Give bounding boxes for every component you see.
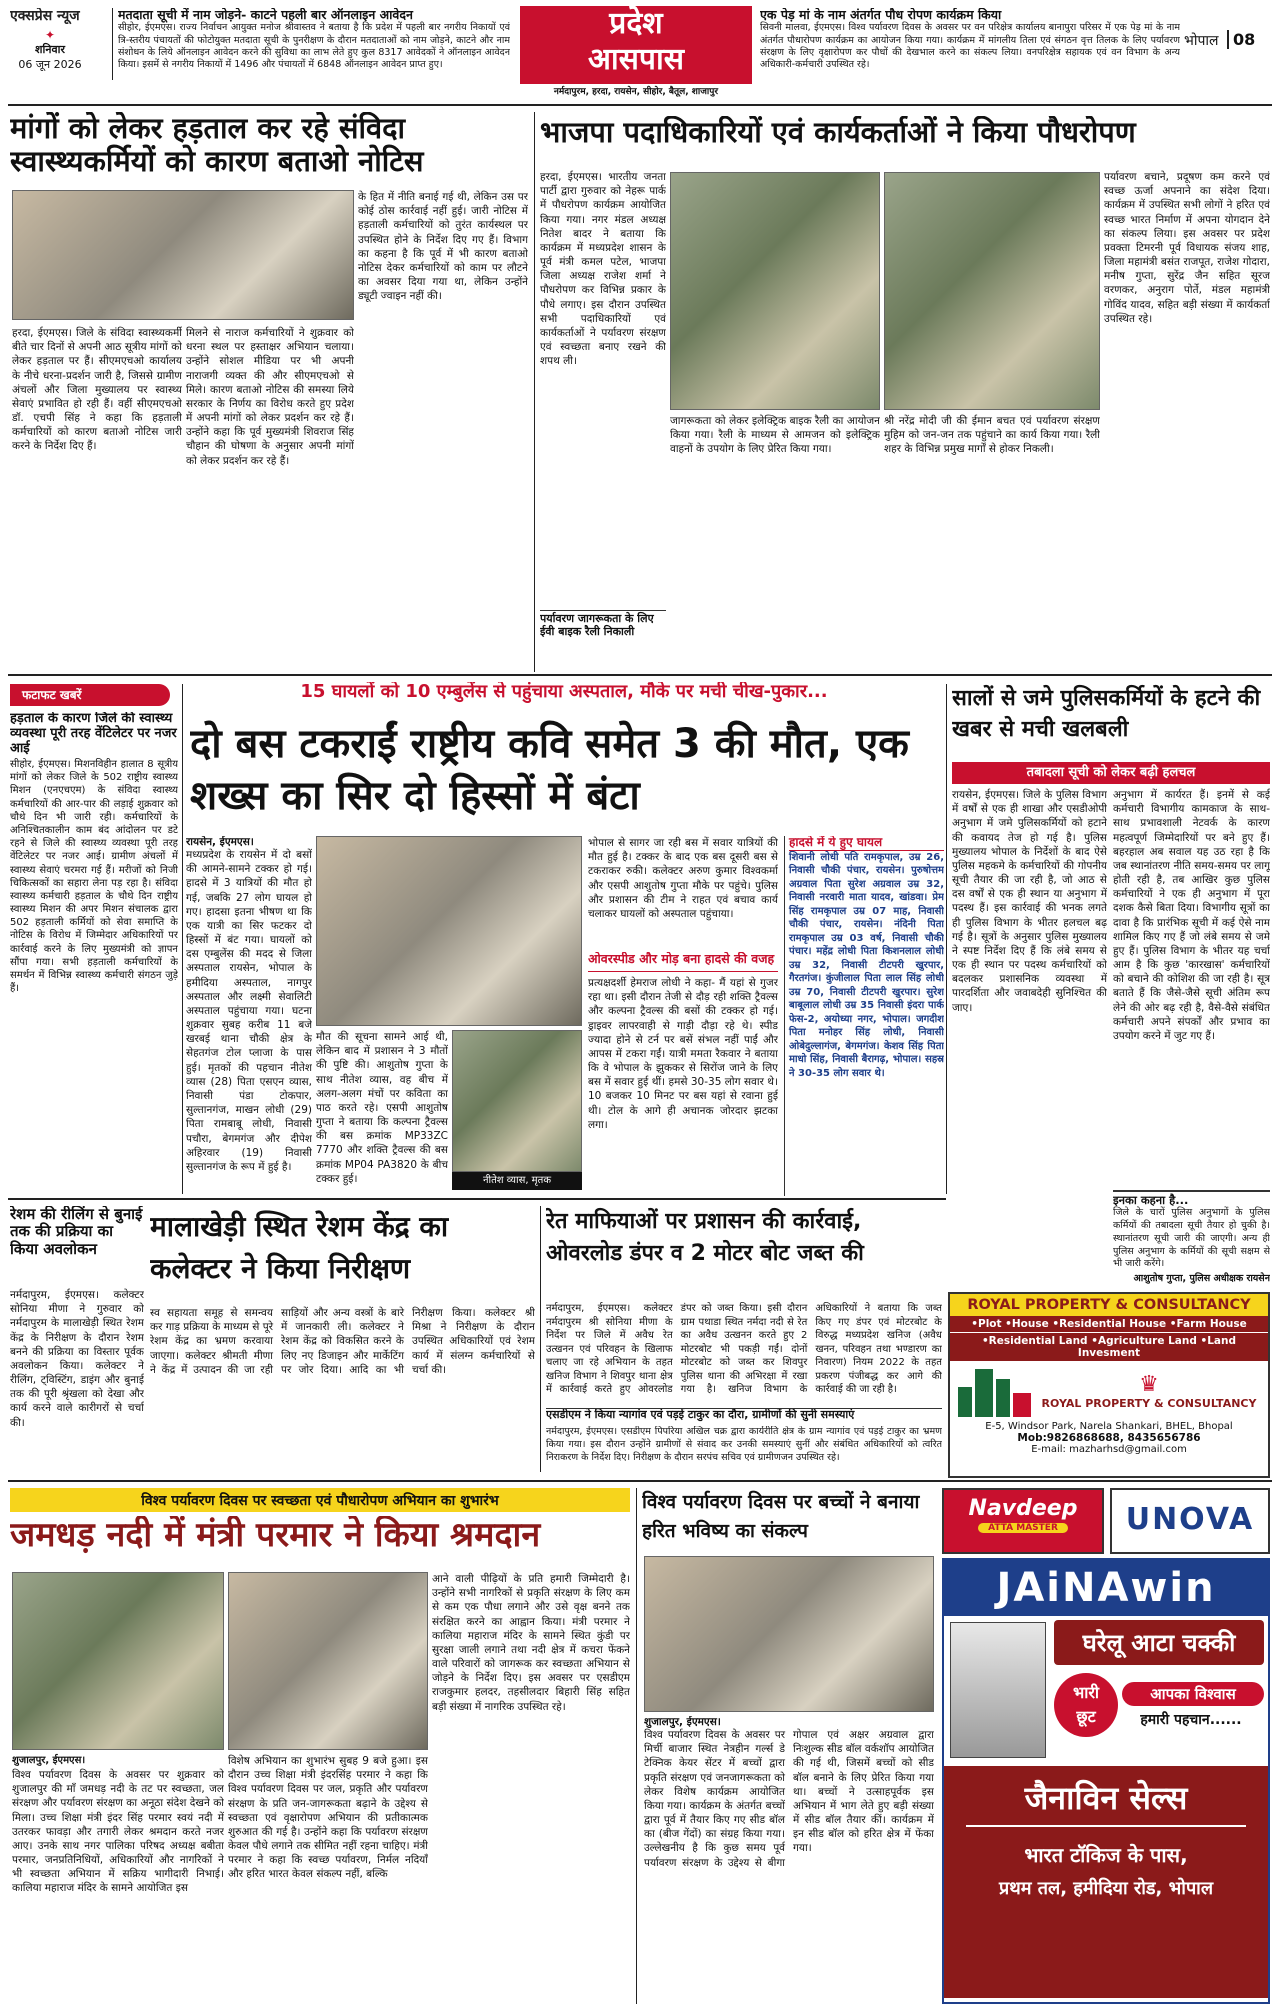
ad-address: E-5, Windsor Park, Narela Shankari, BHEL, Bhopal [985, 1421, 1233, 1432]
cleanup-photo [228, 1572, 428, 1750]
fatafat-body: सीहोर, ईएमएस। मिशनविहीन हालात 8 सूत्रीय मांगों को लेकर जिले के 502 राष्ट्रीय स्वास्थ्य मिशन (एनएचएम) के संविदा स्वास्थ्य कर्मचारियों की आर-पार की लड़ाई शुक्रवार को चौथे दिन भी जारी रही। कर्मचारियों के अनिश्चितकालीन काम बंद आंदोलन पर डटे रहने से जिले की स्वास्थ्य व्यवस्था पूरी तरह वेंटिलेटर पर नजर आई। ग्रामीण अंचलों में स्वास्थ्य सेवाएं चरमरा गई हैं। मरीजों को निजी चिकित्सकों का सहारा लेना पड़ रहा है। संविदा स्वास्थ्य कर्मचारी हड़ताल के चौथे दिन राष्ट्रीय स्वास्थ्य मिशन की अपर मिशन संचालक द्वारा 502 हड़ताली कर्मियों को सेवा समाप्ति के नोटिस के विरोध में जिम्मेदार अधिकारियों पर कार्रवाई करने के लिए मुख्यमंत्री को ज्ञापन सौंपा गया। सभी हड़ताली कर्मचारियों के समर्थन में विभिन्न स्वास्थ्य कर्मचारी संगठन जुड़े हैं। [10, 759, 178, 995]
story1-headline: मांगों को लेकर हड़ताल कर रहे संविदा स्वास्थ्यकर्मियों को कारण बताओ नोटिस [10, 112, 424, 179]
section-banner [520, 6, 752, 84]
brief-title: एक पेड़ मां के नाम अंतर्गत पौध रोपण कार्यक्रम किया [760, 8, 1002, 22]
story1-col1: हरदा, ईएमएस। जिले के संविदा स्वास्थ्यकर्मी बीते चार दिनों से अपनी आठ सूत्रीय मांगों को लेकर हड़ताल पर हैं। सीएमएचओ कार्यालय के नीचे धरना-प्रदर्शन जारी है, जिससे ग्रामीण अंचलों और जिला मुख्यालय पर स्वास्थ्य सेवाएं प्रभावित हो रही हैं। वहीं सीएमएचओ डॉ. एचपी सिंह ने कहा कि हड़ताली कर्मचारियों को कारण बताओ नोटिस जारी करने के निर्देश दिए हैं। [12, 327, 182, 453]
atta-title: घरेलू आटा चक्की [1054, 1620, 1264, 1665]
page-number: 08 [1227, 30, 1255, 49]
silk-side-title: रेशम की रीलिंग से बुनाई तक की प्रक्रिया का किया अवलोकन [10, 1206, 143, 1258]
env1-dateline: शुजालपुर, ईएमएस। [12, 1755, 86, 1766]
story2-headline: भाजपा पदाधिकारियों एवं कार्यकर्ताओं ने किया पौधरोपण [540, 116, 1136, 149]
section-title-2: आसपास [587, 42, 685, 77]
police-headline: सालों से जमे पुलिसकर्मियों के हटने की खबर से मची खलबली [952, 686, 1261, 742]
story2-col2: पर्यावरण बचाने, प्रदूषण कम करने एवं स्वच्छ ऊर्जा अपनाने का संदेश दिया। कार्यक्रम में उपस्थित सभी लोगों ने हरित एवं स्वच्छ भारत निर्माण में अपना योगदान देने का संकल्प लिया। इस अवसर पर प्रदेश प्रवक्ता टिमरनी पूर्व विधायक संजय शाह, जिला महामंत्री बसंत राजपूत, राजेश गोदारा, मनीष गुप्ता, सुरेंद्र जैन सहित सूरज वरणकर, अनुराग पोर्ते, मंडल महामंत्री गोविंद यादव, सहित बड़ी संख्या में कार्यकर्ता उपस्थित रहे। [1104, 171, 1270, 325]
main-kicker: 15 घायलों को 10 एम्बुलेंस से पहुंचाया अस्पताल, मौके पर मची चीख-पुकार... [300, 682, 828, 702]
env1-col2: विशेष अभियान का शुभारंभ सुबह 9 बजे हुआ। इस दौरान उच्च शिक्षा मंत्री इंदरसिंह परमार ने कहा कि विश्व पर्यावरण दिवस पर जल, प्रकृति और पर्यावरण संरक्षण के प्रति जन-जागरूकता बढ़ाने के उद्देश्य से स्वच्छता एवं वृक्षारोपण अभियान की प्रतीकात्मक शुरुआत की गई है। उन्होंने कहा कि पर्यावरण संरक्षण केवल पौधे लगाने तक सीमित नहीं रहना चाहिए। मंत्री परमार ने कहा कि स्वच्छ पर्यावरण, निर्मल नदियाँ और हरित भारत केवल संकल्प नहीं, बल्कि [228, 1755, 428, 1881]
story2-col1: हरदा, ईएमएस। भारतीय जनता पार्टी द्वारा गुरुवार को नेहरू पार्क में पौधरोपण कार्यक्रम आयोजित किया गया। नगर मंडल अध्यक्ष नितेश बादर ने बताया कि कार्यक्रम में मध्यप्रदेश शासन के पूर्व मंत्री कमल पटेल, भाजपा जिला अध्यक्ष राजेश शर्मा ने पौधरोपण कर विभिन्न प्रकार के पौधे लगाए। इस दौरान उपस्थित सभी पदाधिकारियों एवं कार्यकर्ताओं ने पर्यावरण संरक्षण एवं स्वच्छता बनाए रखने की शपथ ली। [540, 171, 666, 368]
main-subhead: ओवरस्पीड और मोड़ बना हादसे की वजह [588, 952, 778, 972]
ornament-icon: ✦ [44, 28, 56, 43]
tagline-2: हमारी पहचान...... [1140, 1711, 1242, 1728]
sales-address-1: भारत टॉकिज के पास, [1024, 1843, 1188, 1867]
silk-body: स्व सहायता समूह से समन्वय कर गाड़ प्रक्रिया के माध्यम से पूरे रेशम केंद्र का भ्रमण करवाया जाएगा। कलेक्टर श्रीमती मीणा ने केंद्र में उत्पादन की जा रही साड़ियों और अन्य वस्त्रों के बारे में जानकारी ली। कलेक्टर ने रेशम केंद्र को विकसित करने के लिए नए डिजाइन और मार्केटिंग पर जोर दिया। आदि का भी निरीक्षण किया। कलेक्टर श्री मिश्रा ने निरीक्षण के दौरान उपस्थित अधिकारियों एवं रेशम कार्य में संलग्न कर्मचारियों से चर्चा की। [150, 1307, 535, 1376]
navdeep-ad [942, 1488, 1104, 1554]
ad-line1: •Plot •House •Residential House •Farm House [950, 1316, 1268, 1332]
victim-caption: नीतेश व्यास, मृतक [452, 1172, 582, 1190]
env1-col3: आने वाली पीढ़ियों के प्रति हमारी जिम्मेदारी है। उन्होंने सभी नागरिकों से प्रकृति संरक्षण के लिए कम से कम एक पौधा लगाने और उसे वृक्ष बनने तक संरक्षित करने का आह्वान किया। मंत्री परमार ने कालिया महाराज मंदिर के सामने स्थित कुंडी पर सुरक्षा जाली लगाने तथा नदी क्षेत्र में कचरा फेंकने वाले परिवारों को जागरूक कर स्वच्छता अभियान से जोड़ने के निर्देश दिए। इस अवसर पर एसडीएम राजकुमार हलदर, तहसीलदार बिहारी सिंह सहित बड़ी संख्या में नागरिक उपस्थित रहे। [432, 1573, 630, 1713]
date-label: 06 जून 2026 [18, 58, 82, 72]
sales-address-2: प्रथम तल, हमीदिया रोड, भोपाल [998, 1878, 1214, 1899]
main-col3: भोपाल से सागर जा रही बस में सवार यात्रियों की मौत हुई है। टक्कर के बाद एक बस दूसरी बस से टकराकर रुकी। कलेक्टर अरुण कुमार विश्वकर्मा और एसपी आशुतोष गुप्ता मौके पर पहुंचे। पुलिस और प्रशासन की टीम ने राहत एवं बचाव कार्य चलाकर घायलों को अस्पताल पहुंचाया। [588, 837, 778, 920]
day-label: शनिवार [35, 43, 65, 57]
city-label: भोपाल [1184, 33, 1219, 49]
sales-name: जैनाविन सेल्स [966, 1776, 1246, 1827]
police-col1: रायसेन, ईएमएस। जिले के पुलिस विभाग में वर्षों से एक ही शाखा और एसडीओपी अनुभाग में जमे पुलिसकर्मियों को हटाने की कवायद तेज हो गई है। पुलिस मुख्यालय भोपाल के निर्देशों के बाद ऐसे पुलिस महकमे के कर्मचारियों की गोपनीय सूची तैयार की जा रही है, जो आठ से दस वर्षों से एक ही स्थान या अनुभाग में पदस्थ हैं। इस कार्रवाई की भनक लगते ही पुलिस विभाग के भीतर हलचल बढ़ गई है। सूत्रों के अनुसार पुलिस मुख्यालय ने स्पष्ट निर्देश दिए हैं कि लंबे समय से एक ही स्थान पर पदस्थ कर्मचारियों को बदलकर प्रशासनिक व्यवस्था में पारदर्शिता और जवाबदेही सुनिश्चित की जाए। [952, 789, 1107, 1014]
sdm-body: नर्मदापुरम, ईएमएस। एसडीएम पिपरिया अखिल चक्र द्वारा कार्यरीति क्षेत्र के ग्राम न्यागांव एवं पड़ई टाकुर का भ्रमण किया गया। इस दौरान उन्होंने ग्रामीणों से संवाद कर उनकी समस्याएं सुनीं और संबंधित अधिकारियों को त्वरित निराकरण के निर्देश दिए। निरीक्षण के दौरान सरपंच सचिव एवं ग्रामीणजन उपस्थित रहे। [546, 1426, 942, 1463]
buildings-icon [958, 1365, 1038, 1417]
royal-property-ad [948, 1292, 1270, 1478]
ad-line2: •Residential Land •Agriculture Land •Land Invesment [950, 1332, 1268, 1361]
jainawin-ad [942, 1558, 1270, 2004]
navdeep-logo: Navdeep [968, 1496, 1078, 1521]
ad-mobile: Mob:9826868688, 8435656786 [1017, 1432, 1201, 1444]
ev-rally-note: पर्यावरण जागरूकता के लिए ईवी बाइक रैली निकाली [540, 610, 666, 666]
section-title-1: प्रदेश [609, 6, 663, 41]
plantation-photo-1 [670, 172, 880, 410]
brief-title: मतदाता सूची में नाम जोड़ने- काटने पहली बार ऑनलाइन आवेदन [118, 8, 413, 22]
env1-col1: विश्व पर्यावरण दिवस के अवसर पर शुक्रवार को शुजालपुर की माँ जमधड़ नदी के तट पर स्वच्छता, जल संरक्षण और पर्यावरण संरक्षण का अनूठा संदेश देखने को मिला। उच्च शिक्षा मंत्री इंदर सिंह परमार स्वयं नदी में उतरकर फावड़ा और तगारी लेकर श्रमदान करते नजर आए। उनके साथ नगर पालिका परिषद अध्यक्ष बबीता परमार, जनप्रतिनिधियों, अधिकारियों और नागरिकों ने भी स्वच्छता अभियान में सक्रिय भागीदारी निभाई। कालिया महाराज मंदिर के सामने आयोजित इस [12, 1769, 224, 1895]
story1-col2: मिलने से नाराज कर्मचारियों ने शुक्रवार को धरना स्थल पर हस्ताक्षर अभियान चलाया। उन्होंने सोशल मीडिया पर भी अपनी नाराजगी व्यक्त की और सीएमएचओ से मिले। कारण बताओ नोटिस की समस्या लिये सरकार के निर्णय का विरोध करते हुए प्रदेश में अपनी मांगों को लेकर प्रदर्शन कर रहे हैं। उन्होंने कहा कि पूर्व मुख्यमंत्री शिवराज सिंह चौहान की घोषणा के अनुसार अपनी मांगों को लेकर प्रदर्शन कर रहे हैं। [186, 327, 354, 467]
injured-box: हादसे में ये हुए घायल शिवानी लोधी पति रामकृपाल, उम्र 26, निवासी चौकी पंचार, रायसेन। पुरुषोत्तम अग्रवाल पिता सुरेश अग्रवाल उम्र 32, निवासी नरवारी माता यादव, खांडवा। प्रेम सिंह रामकृपाल उम्र 07 माह, निवासी चौकी पंचार, रायसेन। नंदिनी पिता रामकृपाल उम्र 03 वर्ष, निवासी चौकी पंचार। महेंद्र लोधी पिता किशनलाल लोधी उम्र 32, निवासी टीटपरी खुरपार, गैरतगंज। कुंजीलाल पिता लाल सिंह लोधी उम्र 70, निवासी टीटपरी खुरपार। सुरेश बाबूलाल लोधी उम्र 35 निवासी इंदरा पार्क फेस-2, अयोध्या नगर, भोपाल। जगदीश पिता मनोहर सिंह लोधी, निवासी ओबेदुल्लागंज, बेगमगंज। केशव सिंह पिता माधो सिंह, निवासी बैरागढ़, भोपाल। सहस्र ने 30-35 लोग सवार थे। [784, 836, 944, 1196]
story1-col3: के हित में नीति बनाई गई थी, लेकिन उस पर कोई ठोस कार्रवाई नहीं हुई। जारी नोटिस में हड़ताली कर्मचारियों को तुरंत कार्यस्थल पर उपस्थित होने के निर्देश दिए गए हैं। विभाग का कहना है कि पूर्व में भी कारण बताओ नोटिस देकर कर्मचारियों को काम पर लौटने का अवसर दिया गया था, लेकिन उन्होंने ड्यूटी ज्वाइन नहीं की। [358, 191, 528, 303]
silk-headline: मालाखेड़ी स्थित रेशम केंद्र का कलेक्टर ने किया निरीक्षण [150, 1210, 449, 1285]
police-quote-box: इनका कहना है... जिले के चारों पुलिस अनुभागों के पुलिस कर्मियों की तबादला सूची तैयार हो चुकी है। स्थानांतरण सूची जारी की जाएगी। अन्य ही पुलिस अनुभाग के कर्मियों की सूची सक्षम से भी जारी करेंगे। आशुतोष गुप्ता, पुलिस अधीक्षक रायसेन [1113, 1190, 1270, 1288]
plantation-photo-2 [884, 172, 1100, 410]
protest-photo [12, 190, 354, 320]
masthead-brand [10, 8, 110, 80]
children-photo [644, 1556, 934, 1712]
brief-body: सिवनी मालवा, ईएमएस। विश्व पर्यावरण दिवस के अवसर पर वन परिक्षेत्र कार्यालय बानापुरा परिसर में एक पेड़ मां के नाम अंतर्गत पौधारोपण कार्यक्रम का आयोजन किया गया। कार्यक्रम में मांगलीय तिला एवं संगठन वृत्त तिलक के लिए पर्यावरण संरक्षण के लिए वृक्षारोपण कर पौधों की देखभाल करने का संकल्प लिया। वनपरिक्षेत्र सहायक एवं वन विभाग के अन्य अधिकारी-कर्मचारी उपस्थित रहे। [760, 22, 1180, 71]
main-col2: मौत की सूचना सामने आई थी, लेकिन बाद में प्रशासन ने 3 मौतों की पुष्टि की। आशुतोष गुप्ता के साथ नीतेश व्यास, वह बीच में अलग-अलग मंचों पर कविता का पाठ करते रहे। एसपी आशुतोष गुप्ता ने बताया कि कल्पना ट्रैवल्स की बस क्रमांक MP33ZC 7770 और शक्ति ट्रैवल्स की बस क्रमांक MP04 PA3820 के बीच टक्कर हुई। [316, 1031, 448, 1185]
env-banner: विश्व पर्यावरण दिवस पर स्वच्छता एवं पौधारोपण अभियान का शुभारंभ [10, 1488, 630, 1512]
unova-ad [1110, 1488, 1270, 1554]
jainawin-logo: JAiNAwin [944, 1560, 1268, 1616]
tagline-1: आपका विश्वास [1122, 1682, 1264, 1706]
crown-icon: ♛ [1139, 1372, 1159, 1397]
fatafat-label: फटाफट खबरें [10, 684, 170, 706]
victim-photo [452, 1030, 582, 1172]
top-right-brief [760, 8, 1180, 88]
main-col4: प्रत्यक्षदर्शी हेमराज लोधी ने कहा- मैं यहां से गुजर रहा था। इसी दौरान तेजी से दौड़ रही शक्ति ट्रैवल्स और कल्पना ट्रैवल्स की बसों की टक्कर हो गई। ड्राइवर लापरवाही से गाड़ी दौड़ा रहे थे। स्पीड ज्यादा होने से टर्न पर बसें संभल नहीं पाईं और आपस में टकरा गईं। यात्री ममता रैकवार ने बताया कि वे भोपाल के झुककर से सिरोंज जाने के लिए बस में सवार हुई थीं। हमसे 30-35 लोग सवार थे। 10 बजकर 10 मिनट पर बस यहां से रवाना हुई थी। टोल के आगे ही अचानक जोरदार झटका लगा। [588, 977, 778, 1131]
bus-accident-photo [316, 836, 582, 1026]
minister-photo [12, 1572, 224, 1750]
story2-caption-1: जागरूकता को लेकर इलेक्ट्रिक बाइक रैली का आयोजन किया गया। रैली के माध्यम से आमजन को इलेक्ट्रिक वाहनों के उपयोग के लिए प्रेरित किया गया। [670, 415, 880, 456]
ad-title: ROYAL PROPERTY & CONSULTANCY [950, 1294, 1268, 1316]
env2-body: शुजालपुर, ईएमएस। विश्व पर्यावरण दिवस के अवसर पर मिर्ची बाजार स्थित नेत्रहीन गर्ल्स डे टेक्निक केयर सेंटर में बच्चों द्वारा प्रकृति संरक्षण एवं जनजागरूकता को लेकर विशेष कार्यक्रम आयोजित किया गया। कार्यक्रम के अंतर्गत बच्चों द्वारा पूर्व में तैयार किए गए सीड बॉल का (बीज गेंदों) का संग्रह किया गया। उल्लेखनीय है कि कुछ समय पूर्व पर्यावरण संरक्षण के उद्देश्य से बीगा गोपाल एवं अक्षर अग्रवाल द्वारा निःशुल्क सीड बॉल वर्कशॉप आयोजित की गई थी, जिसमें बच्चों को सीड बॉल बनाने के लिए प्रेरित किया गया था। बच्चों ने उत्साहपूर्वक इस अभियान में भाग लेते हुए बड़ी संख्या में सीड बॉल तैयार कीं। कार्यक्रम में इन सीड बॉल को हरित क्षेत्र में फेंका गया। [644, 1716, 934, 1869]
sand-body: नर्मदापुरम, ईएमएस। कलेक्टर नर्मदापुरम श्री सोनिया मीणा के निर्देश पर जिले में अवैध रेत उत्खनन एवं परिवहन के खिलाफ चलाए जा रहे अभियान के तहत खनिज विभाग ने शिवपुर थाना क्षेत्र में कार्रवाई करते हुए ओवरलोड डंपर को जब्त किया। इसी दौरान ग्राम पथाडा स्थित नर्मदा नदी से रेत का अवैध उत्खनन करते हुए 2 मोटरबोट भी पकड़ी गईं। दोनों मोटरबोट को जब्त कर शिवपुर पुलिस थाना की अभिरक्षा में रखा गया है। खनिज विभाग के अधिकारियों ने बताया कि जब्त किए गए डंपर एवं मोटरबोट के विरुद्ध मध्यप्रदेश खनिज (अवैध खनन, परिवहन तथा भण्डारण का निवारण) नियम 2022 के तहत प्रकरण पंजीबद्ध कर आगे की कार्रवाई की जा रही है। [546, 1303, 942, 1395]
main-col1: रायसेन, ईएमएस। मध्यप्रदेश के रायसेन में दो बसों की आमने-सामने टक्कर हो गई। हादसे में 3 यात्रियों की मौत हो गई, जबकि 27 लोग घायल हो गए। हादसा इतना भीषण था कि एक यात्री का सिर फटकर दो हिस्सों में बंट गया। घायलों को दस एम्बुलेंस की मदद से जिला अस्पताल रायसेन, भोपाल के हमीदिया अस्पताल, नागपुर अस्पताल और लक्ष्मी सेवालिटी अस्पताल पहुंचाया गया। घटना शुक्रवार सुबह करीब 11 बजे खरबई थाना चौकी क्षेत्र के सेहतगंज टोल प्लाजा के पास हुई। मृतकों की पहचान नीतेश व्यास (28) पिता एसएन व्यास, निवासी पंडा टोकपार, सुल्तानगंज, माखन लोधी (29) पिता रामबाबू लोधी, निवासी पचौरा, बेगमगंज और दीपेश अहिरवार (19) निवासी सुल्तानगंज के रूप में हुई है। [186, 836, 312, 1173]
ad-brand: ROYAL PROPERTY & CONSULTANCY [1041, 1397, 1257, 1410]
sdm-title: एसडीएम ने किया न्यागांव एवं पड़ई टाकुर का दौरा, ग्रामीणों की सुनी समस्याएं [546, 1408, 942, 1424]
unova-logo: UNOVA [1125, 1502, 1255, 1537]
sand-headline: रेत माफियाओं पर प्रशासन की कार्रवाई, ओवरलोड डंपर व 2 मोटर बोट जब्त की [546, 1209, 864, 1266]
police-kicker: तबादला सूची को लेकर बढ़ी हलचल [952, 762, 1270, 784]
fatafat-title: हड़ताल के कारण जिले की स्वास्थ्य व्यवस्था पूरी तरह वेंटिलेटर पर नजर आई [10, 712, 177, 756]
main-headline: दो बस टकराईं राष्ट्रीय कवि समेत 3 की मौत, एक शख्स का सिर दो हिस्सों में बंटा [190, 721, 909, 819]
top-left-brief [118, 8, 510, 88]
police-col2: अनुभाग में कार्यरत हैं। इनमें से कई कर्मचारी विभागीय कामकाज के साथ-साथ प्रभावशाली नेटवर्क के कारण महत्वपूर्ण जिम्मेदारियों पर बने हुए हैं। बहरहाल अब सवाल यह उठ रहा है कि जब स्थानांतरण नीति समय-समय पर लागू होती रही है, तब आखिर कुछ पुलिस कर्मचारियों ने एक ही अनुभाग में पूरा दशक कैसे बिता दिया। विभागीय सूत्रों का दावा है कि प्रारंभिक सूची में कई ऐसे नाम शामिल किए गए हैं जो लंबे समय से जमे हुए हैं। पुलिस विभाग के भीतर यह चर्चा आम है कि कुछ 'कारखास' कर्मचारियों को बचाने की कोशिश की जा रही है। सूत्र बताते हैं कि जैसे-जैसे सूची अंतिम रूप लेने की ओर बढ़ रही है, वैसे-वैसे संबंधित कर्मचारी अपने संपर्कों और प्रभाव का उपयोग करने में जुट गए हैं। [1113, 789, 1270, 1042]
flour-mill-image [950, 1622, 1046, 1758]
district-list: नर्मदापुरम, हरदा, रायसेन, सीहोर, बैतूल, शाजापुर [553, 87, 719, 97]
page-marker [1184, 30, 1274, 54]
brief-body: सीहोर, ईएमएस। राज्य निर्वाचन आयुक्त मनोज श्रीवास्तव ने बताया है कि प्रदेश में पहली बार नगरीय निकायों एवं त्रि-स्तरीय पंचायतों की फोटोयुक्त मतदाता सूची के पुनरीक्षण के दौरान मतदाताओं को नाम जोड़ने, काटने और नाम संशोधन के लिये ऑनलाइन आवेदन करने की सुविधा का लाभ लेते हुए कुल 8317 आवेदकों ने ऑनलाइन आवेदन किया। इसमें से नगरीय निकायों में 1496 और पंचायतों में 6848 ऑनलाइन आवेदन प्राप्त हुए। [118, 22, 510, 71]
ad-email: E-mail: mazharhsd@gmail.com [1031, 1444, 1187, 1455]
env2-headline: विश्व पर्यावरण दिवस पर बच्चों ने बनाया हरित भविष्य का संकल्प [642, 1491, 920, 1542]
navdeep-sub: ATTA MASTER [978, 1523, 1068, 1533]
env1-headline: जमधड़ नदी में मंत्री परमार ने किया श्रमदान [10, 1516, 541, 1555]
paper-name: एक्सप्रेस न्यूज [10, 8, 80, 24]
story2-caption-2: श्री नरेंद्र मोदी जी की ईमान बचत एवं पर्यावरण संरक्षण मुहिम को जन-जन तक पहुंचाने का कार्य किया गया। रैली शहर के विभिन्न प्रमुख मार्गों से होकर निकली। [884, 415, 1100, 456]
discount-badge: भारी छूट [1054, 1673, 1118, 1737]
silk-side-body: नर्मदापुरम, ईएमएस। कलेक्टर सोनिया मीणा ने गुरुवार को नर्मदापुरम के मालाखेड़ी स्थित रेशम केंद्र के निरीक्षण के दौरान रेशम बनने की प्रक्रिया का विस्तार पूर्वक अवलोकन किया। कलेक्टर ने रीलिंग, ट्विस्टिंग, डाइंग और बुनाई तक की पूरी श्रृंखला को देखा और कार्य करने वाले कारीगरों से चर्चा की। [10, 1289, 144, 1429]
